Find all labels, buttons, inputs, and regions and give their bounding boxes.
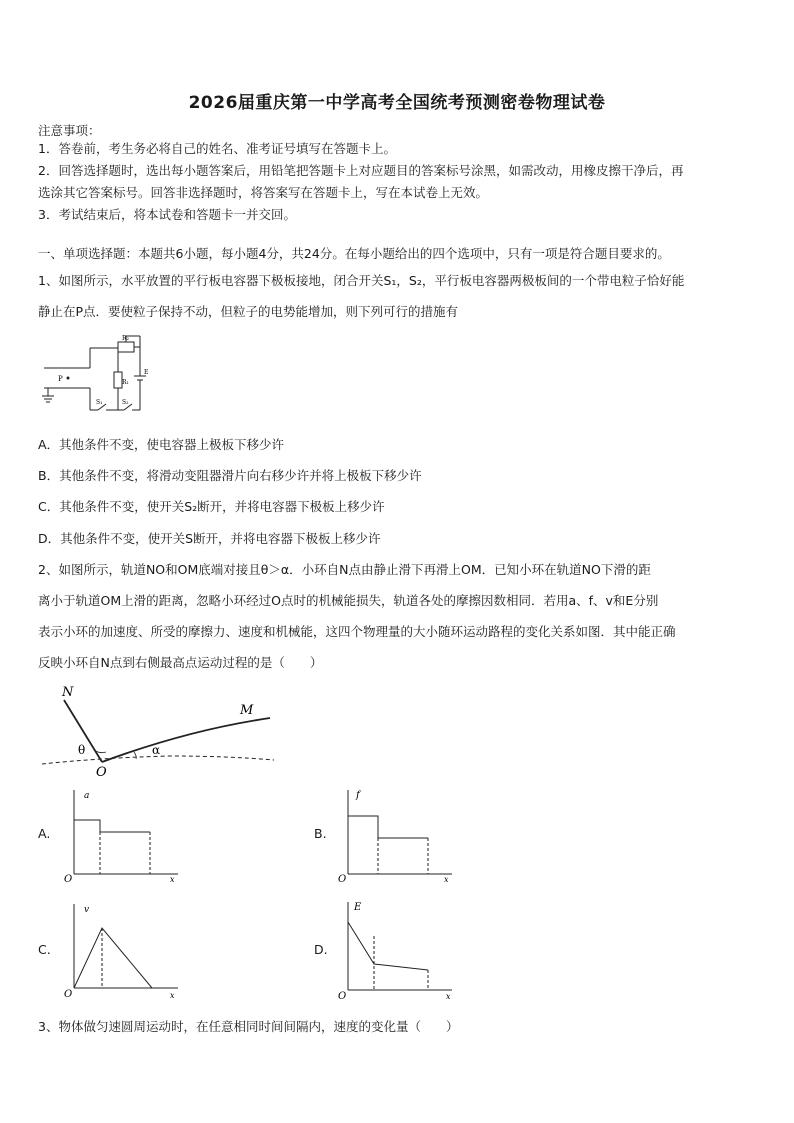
q2-graph-c bbox=[60, 898, 190, 1002]
q2-stem-line1: 2、如图所示，轨道NO和OM底端对接且θ＞α．小环自N点由静止滑下再滑上OM．已知小环在轨道NO下滑的距 bbox=[38, 562, 651, 577]
section-heading: 一、单项选择题：本题共6小题，每小题4分，共24分。在每小题给出的四个选项中，只有一项是符合题目要求的。 bbox=[38, 246, 670, 261]
q2-stem-line3: 表示小环的加速度、所受的摩擦力、速度和机械能，这四个物理量的大小随环运动路程的变化关系如图．其中能正确 bbox=[38, 624, 676, 639]
q2-graph-b-ylabel: f bbox=[356, 790, 360, 801]
q2-stem-line4: 反映小环自N点到右侧最高点运动过程的是（ ） bbox=[38, 655, 323, 670]
q2-alpha-label: α bbox=[152, 743, 161, 757]
q1-r2-label: R₂ bbox=[122, 335, 129, 342]
q2-theta-label: θ bbox=[78, 743, 86, 757]
q2-option-d-label: D. bbox=[314, 942, 328, 957]
q2-track-o-label: O bbox=[96, 765, 107, 780]
q2-track-m-label: M bbox=[240, 703, 254, 718]
q1-point-p-label: P bbox=[58, 375, 63, 383]
q3-stem: 3、物体做匀速圆周运动时，在任意相同时间间隔内，速度的变化量（ ） bbox=[38, 1019, 459, 1034]
q2-graph-a bbox=[60, 784, 190, 884]
q2-graph-b-xlabel: x bbox=[444, 875, 449, 884]
q2-option-c-label: C. bbox=[38, 942, 51, 957]
q2-graph-b-origin: O bbox=[338, 874, 347, 884]
q2-stem-line2: 离小于轨道OM上滑的距离，忽略小环经过O点时的机械能损失，轨道各处的摩擦因数相同．若用a、f、v和E分别 bbox=[38, 593, 659, 608]
notice-item-2: 2．回答选择题时，选出每小题答案后，用铅笔把答题卡上对应题目的答案标号涂黑，如需改动，用橡皮擦干净后，再 bbox=[38, 163, 684, 178]
q2-graph-a-origin: O bbox=[64, 874, 73, 884]
q2-graph-c-origin: O bbox=[64, 989, 73, 1000]
q2-graph-d-ylabel: E bbox=[354, 902, 362, 913]
q2-track-n-label: N bbox=[62, 685, 74, 700]
q1-battery-label: E bbox=[144, 369, 149, 376]
notice-item-1: 1．答卷前，考生务必将自己的姓名、准考证号填写在答题卡上。 bbox=[38, 141, 396, 156]
notice-heading: 注意事项： bbox=[38, 123, 101, 138]
q1-r1-label: R₁ bbox=[122, 379, 129, 386]
q1-circuit-diagram bbox=[38, 330, 158, 420]
q2-graph-d-origin: O bbox=[338, 991, 347, 1002]
page-title: 2026届重庆第一中学高考全国统考预测密卷物理试卷 bbox=[188, 93, 606, 113]
q1-s1-label: S₁ bbox=[96, 399, 103, 406]
q2-graph-c-xlabel: x bbox=[170, 991, 175, 1000]
q1-s2-label: S₂ bbox=[122, 399, 129, 406]
q1-option-d: D．其他条件不变，使开关S断开，并将电容器下极板上移少许 bbox=[38, 531, 381, 546]
q1-option-b: B．其他条件不变，将滑动变阻器滑片向右移少许并将上极板下移少许 bbox=[38, 468, 422, 483]
q2-graph-a-ylabel: a bbox=[84, 791, 90, 801]
q2-option-a-label: A. bbox=[38, 826, 51, 841]
q2-track-diagram bbox=[38, 680, 278, 780]
q1-option-c: C．其他条件不变，使开关S₂断开，并将电容器下极板上移少许 bbox=[38, 499, 385, 514]
q2-graph-d-xlabel: x bbox=[446, 992, 451, 1001]
q1-stem-line1: 1、如图所示，水平放置的平行板电容器下极板接地，闭合开关S₁，S₂，平行板电容器两极板间的一个带电粒子恰好能 bbox=[38, 273, 685, 288]
q1-stem-line2: 静止在P点．要使粒子保持不动，但粒子的电势能增加，则下列可行的措施有 bbox=[38, 304, 459, 319]
q2-option-b-label: B. bbox=[314, 826, 327, 841]
notice-item-2-cont: 选涂其它答案标号。回答非选择题时，将答案写在答题卡上，写在本试卷上无效。 bbox=[38, 185, 489, 200]
q1-option-a: A．其他条件不变，使电容器上极板下移少许 bbox=[38, 437, 285, 452]
notice-item-3: 3．考试结束后，将本试卷和答题卡一并交回。 bbox=[38, 207, 296, 222]
q2-graph-b bbox=[334, 784, 464, 884]
q2-graph-c-ylabel: v bbox=[84, 905, 90, 915]
q2-graph-a-xlabel: x bbox=[170, 875, 175, 884]
q2-graph-d bbox=[334, 896, 464, 1002]
